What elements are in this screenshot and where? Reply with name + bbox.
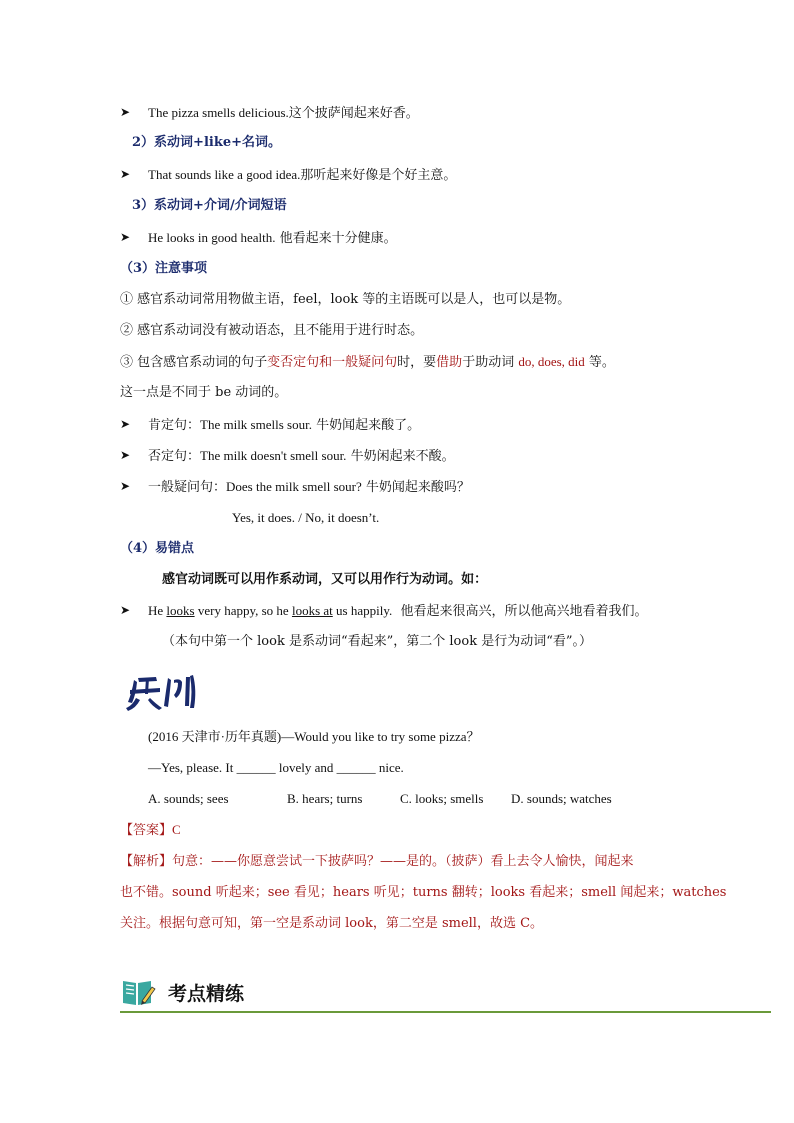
- negative-sentence: 否定句：The milk doesn't smell sour. 牛奶闲起来不酸。: [148, 448, 455, 464]
- subheading: 2）系动词+like+名词。: [132, 135, 281, 150]
- example-logo: [122, 672, 200, 712]
- note-item: ③ 包含感官系动词的句子变否定句和一般疑问句时，要借助于助动词 do, does, did 等。: [120, 354, 615, 370]
- example-logo-icon: [122, 672, 200, 712]
- answer-line: 【答案】C: [120, 822, 181, 838]
- analysis-line: 关注。根据句意可知，第一空是系动词 look，第二空是 smell，故选 C。: [120, 916, 544, 931]
- section-header: [120, 969, 771, 1015]
- bullet-arrow-icon: ➤: [120, 167, 131, 181]
- section-heading: （3）注意事项: [120, 261, 208, 276]
- mistakes-note: （本句中第一个 look 是系动词“看起来”，第二个 look 是行为动词“看”。）: [162, 634, 592, 649]
- note-item: ② 感官系动词没有被动语态，且不能用于进行时态。: [120, 323, 424, 338]
- example-sentence: That sounds like a good idea.那听起来好像是个好主意。: [148, 167, 457, 183]
- example-sentence: He looks very happy, so he looks at us happily. 他看起来很高兴，所以他高兴地看着我们。: [148, 603, 648, 619]
- option-b: B. hears; turns: [287, 791, 363, 806]
- note-continuation: 这一点是不同于 be 动词的。: [120, 385, 288, 400]
- bullet-arrow-icon: ➤: [120, 230, 131, 244]
- analysis-line: 也不错。sound 听起来；see 看见；hears 听见；turns 翻转；looks 看起来；smell 闻起来；watches: [120, 885, 727, 900]
- bullet-arrow-icon: ➤: [120, 417, 131, 431]
- mistakes-intro: 感官动词既可以用作系动词，又可以用作行为动词。如：: [162, 572, 488, 587]
- option-c: C. looks; smells: [400, 791, 484, 806]
- answer-sentences: Yes, it does. / No, it doesn’t.: [232, 510, 380, 525]
- bullet-arrow-icon: ➤: [120, 479, 131, 493]
- bullet-arrow-icon: ➤: [120, 603, 131, 617]
- example-sentence: The pizza smells delicious.这个披萨闻起来好香。: [148, 105, 419, 121]
- section-heading: （4）易错点: [120, 541, 195, 556]
- analysis-line: 【解析】句意：——你愿意尝试一下披萨吗？——是的。（披萨）看上去令人愉快，闻起来: [120, 854, 634, 869]
- positive-sentence: 肯定句：The milk smells sour. 牛奶闻起来酸了。: [148, 417, 421, 433]
- option-a: A. sounds; sees: [148, 791, 229, 806]
- note-item: ① 感官系动词常用物做主语，feel，look 等的主语既可以是人，也可以是物。: [120, 292, 571, 307]
- question-sentence: 一般疑问句：Does the milk smell sour? 牛奶闻起来酸吗？: [148, 479, 470, 495]
- section-title: 考点精练: [168, 983, 245, 1005]
- subheading: 3）系动词+介词/介词短语: [132, 198, 287, 213]
- bullet-arrow-icon: ➤: [120, 105, 131, 119]
- bullet-arrow-icon: ➤: [120, 448, 131, 462]
- section-divider: [120, 1011, 771, 1013]
- example-sentence: He looks in good health. 他看起来十分健康。: [148, 230, 397, 246]
- example-question: (2016 天津市·历年真题)—Would you like to try some pizza？: [148, 729, 480, 744]
- book-pencil-icon: [120, 973, 156, 1009]
- option-d: D. sounds; watches: [511, 791, 612, 806]
- example-reply: —Yes, please. It ______ lovely and ______ nice.: [148, 760, 404, 775]
